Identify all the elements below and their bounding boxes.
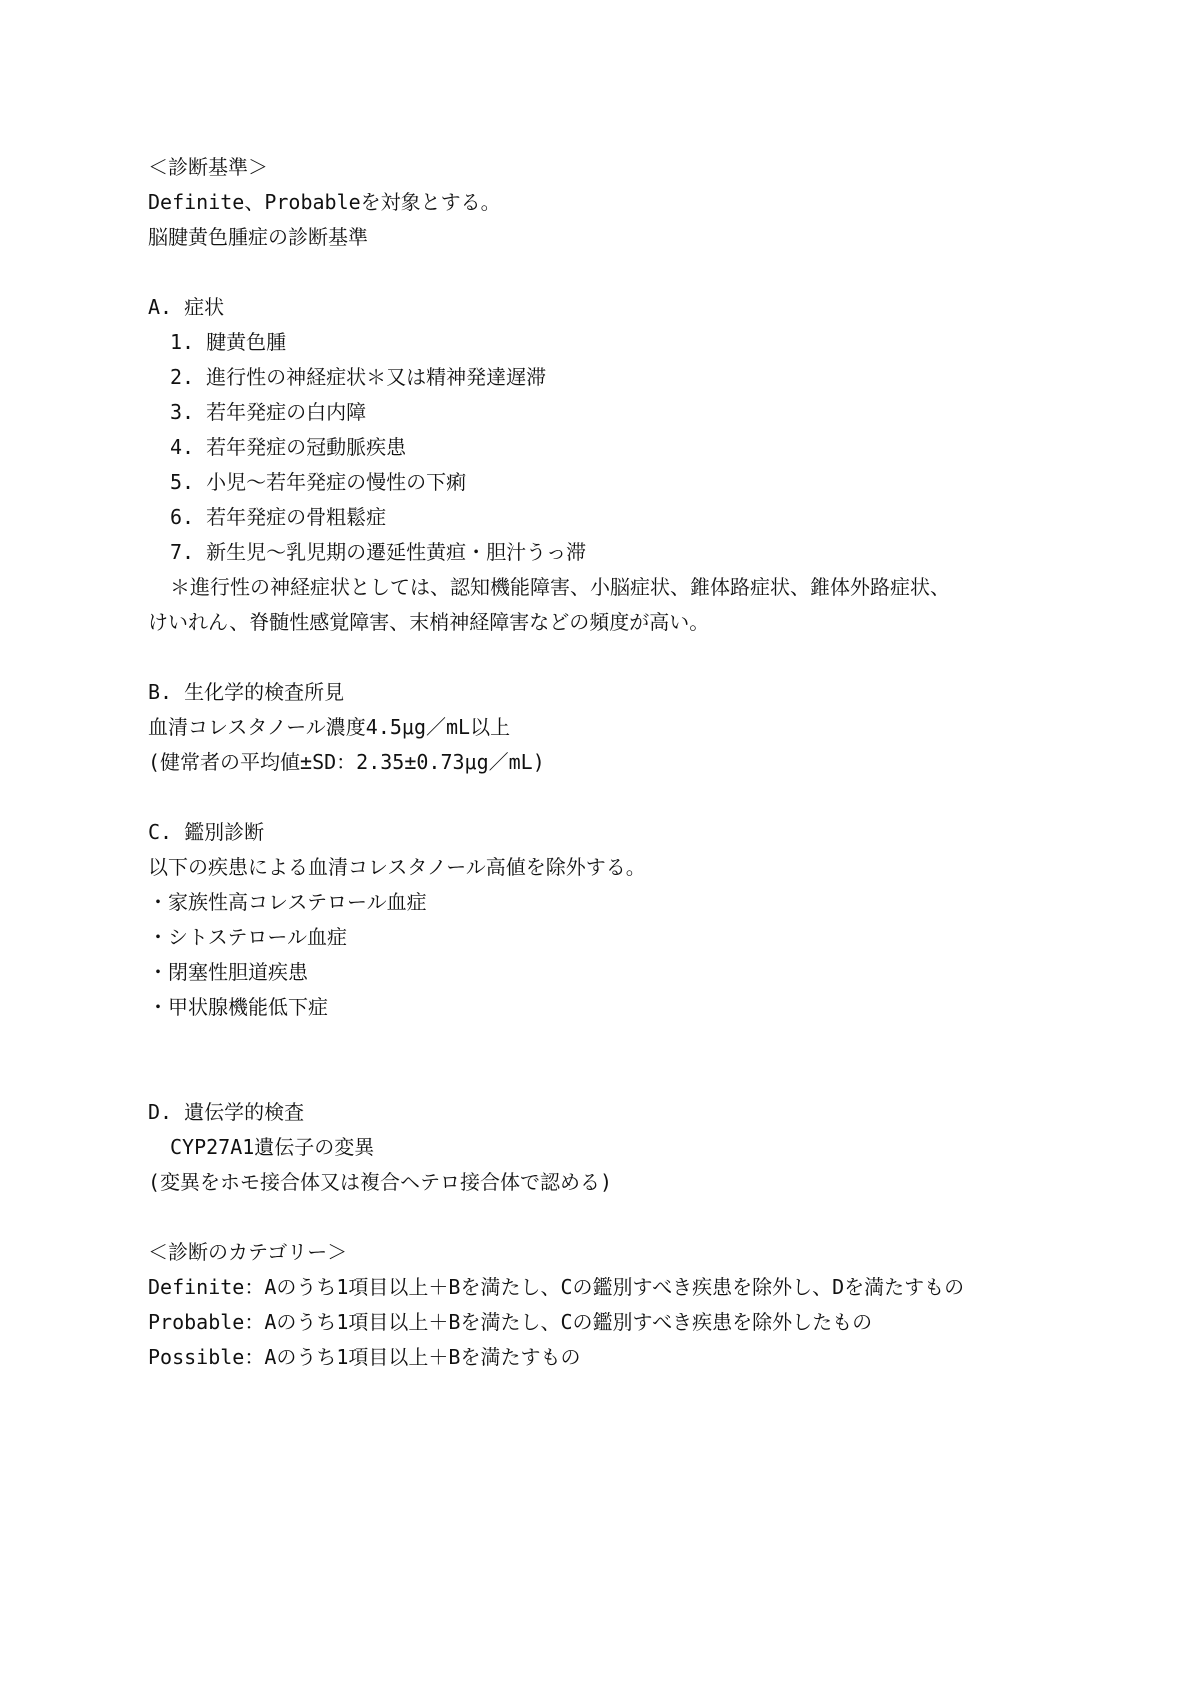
section-a-symptoms [148,290,1048,640]
differential-item: ・シトステロール血症 [148,925,347,949]
criteria-target: Definite、Probableを対象とする。 [148,190,501,214]
section-a-heading: A. 症状 [148,295,225,319]
symptom-note-continued: けいれん、脊髄性感覚障害、末梢神経障害などの頻度が高い。 [148,610,710,634]
symptom-item: 5. 小児～若年発症の慢性の下痢 [170,470,467,494]
category-definite: Definite：Aのうち1項目以上＋Bを満たし、Cの鑑別すべき疾患を除外し、Dを満たすもの [148,1275,965,1299]
symptom-item: 6. 若年発症の骨粗鬆症 [170,505,387,529]
category-possible: Possible：Aのうち1項目以上＋Bを満たすもの [148,1345,581,1369]
differential-item: ・家族性高コレステロール血症 [148,890,427,914]
symptom-item: 2. 進行性の神経症状＊又は精神発達遅滞 [170,365,547,389]
spacer [148,640,1048,675]
section-c-heading: C. 鑑別診断 [148,820,265,844]
gene-mutation: CYP27A1遺伝子の変異 [170,1135,375,1159]
criteria-subtitle: 脳腱黄色腫症の診断基準 [148,225,368,249]
spacer [148,255,1048,290]
symptom-item: 3. 若年発症の白内障 [170,400,367,424]
spacer [148,780,1048,815]
symptom-item: 7. 新生児～乳児期の遷延性黄疸・胆汁うっ滞 [170,540,587,564]
section-d-genetic [148,1095,1048,1200]
differential-item: ・閉塞性胆道疾患 [148,960,308,984]
section-c-differential [148,815,1048,1025]
document-page [148,150,1048,1375]
cholestanol-reference: (健常者の平均値±SD：2.35±0.73μg／mL) [148,750,545,774]
categories-heading: ＜診断のカテゴリー＞ [148,1240,348,1264]
spacer [148,1200,1048,1235]
spacer [148,1025,1048,1095]
section-b-biochemical [148,675,1048,780]
symptom-note: ＊進行性の神経症状としては、認知機能障害、小脳症状、錐体路症状、錐体外路症状、 [170,575,950,599]
gene-mutation-note: (変異をホモ接合体又は複合ヘテロ接合体で認める) [148,1170,613,1194]
differential-intro: 以下の疾患による血清コレスタノール高値を除外する。 [148,855,646,879]
section-d-heading: D. 遺伝学的検査 [148,1100,305,1124]
section-b-heading: B. 生化学的検査所見 [148,680,345,704]
criteria-title: ＜診断基準＞ [148,155,268,179]
diagnostic-categories [148,1235,1048,1375]
document-header [148,150,1048,255]
symptom-item: 1. 腱黄色腫 [170,330,287,354]
differential-item: ・甲状腺機能低下症 [148,995,328,1019]
category-probable: Probable：Aのうち1項目以上＋Bを満たし、Cの鑑別すべき疾患を除外したもの [148,1310,873,1334]
symptom-item: 4. 若年発症の冠動脈疾患 [170,435,407,459]
cholestanol-threshold: 血清コレスタノール濃度4.5μg／mL以上 [148,715,511,739]
